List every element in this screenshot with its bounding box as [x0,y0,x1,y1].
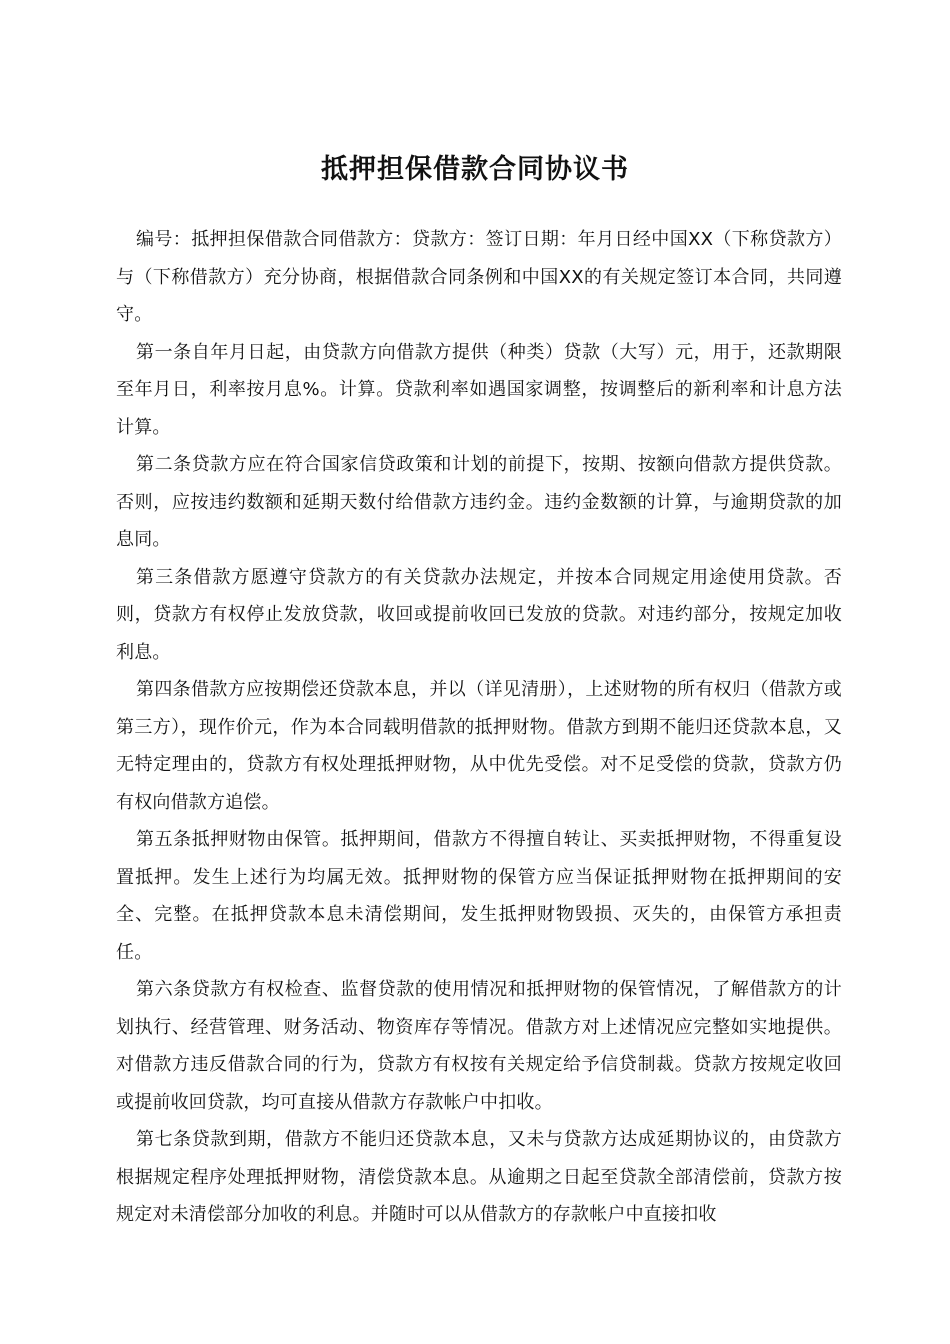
paragraph-article-4: 第四条借款方应按期偿还贷款本息，并以（详见清册），上述财物的所有权归（借款方或第三方），现作价元，作为本合同载明借款的抵押财物。借款方到期不能归还贷款本息，又无特定理由的，贷款方有权处理抵押财物，从中优先受偿。对不足受偿的贷款，贷款方仍有权向借款方追偿。 [116,679,842,813]
paragraph-article-1: 第一条自年月日起，由贷款方向借款方提供（种类）贷款（大写）元，用于，还款期限至年月日，利率按月息%。计算。贷款利率如遇国家调整，按调整后的新利率和计息方法计算。 [116,341,842,438]
paragraph-article-3: 第三条借款方愿遵守贷款方的有关贷款办法规定，并按本合同规定用途使用贷款。否则，贷款方有权停止发放贷款，收回或提前收回已发放的贷款。对违约部分，按规定加收利息。 [116,566,842,663]
paragraph-article-5: 第五条抵押财物由保管。抵押期间，借款方不得擅自转让、买卖抵押财物，不得重复设置抵押。发生上述行为均属无效。抵押财物的保管方应当保证抵押财物在抵押期间的安全、完整。在抵押贷款本息未清偿期间，发生抵押财物毁损、灭失的，由保管方承担责任。 [116,829,842,963]
document-body [116,221,842,1234]
paragraph-article-7: 第七条贷款到期，借款方不能归还贷款本息，又未与贷款方达成延期协议的，由贷款方根据规定程序处理抵押财物，清偿贷款本息。从逾期之日起至贷款全部清偿前，贷款方按规定对未清偿部分加收的利息。并随时可以从借款方的存款帐户中直接扣收 [116,1129,842,1225]
paragraph-article-6: 第六条贷款方有权检查、监督贷款的使用情况和抵押财物的保管情况，了解借款方的计划执行、经营管理、财务活动、物资库存等情况。借款方对上述情况应完整如实地提供。对借款方违反借款合同的行为，贷款方有权按有关规定给予信贷制裁。贷款方按规定收回或提前收回贷款，均可直接从借款方存款帐户中扣收。 [116,979,842,1113]
paragraph-preamble: 编号：抵押担保借款合同借款方：贷款方：签订日期：年月日经中国XX（下称贷款方）与（下称借款方）充分协商，根据借款合同条例和中国XX的有关规定签订本合同，共同遵守。 [116,229,842,325]
paragraph-article-2: 第二条贷款方应在符合国家信贷政策和计划的前提下，按期、按额向借款方提供贷款。否则，应按违约数额和延期天数付给借款方违约金。违约金数额的计算，与逾期贷款的加息同。 [116,454,842,550]
document-title: 抵押担保借款合同协议书 [321,154,629,186]
